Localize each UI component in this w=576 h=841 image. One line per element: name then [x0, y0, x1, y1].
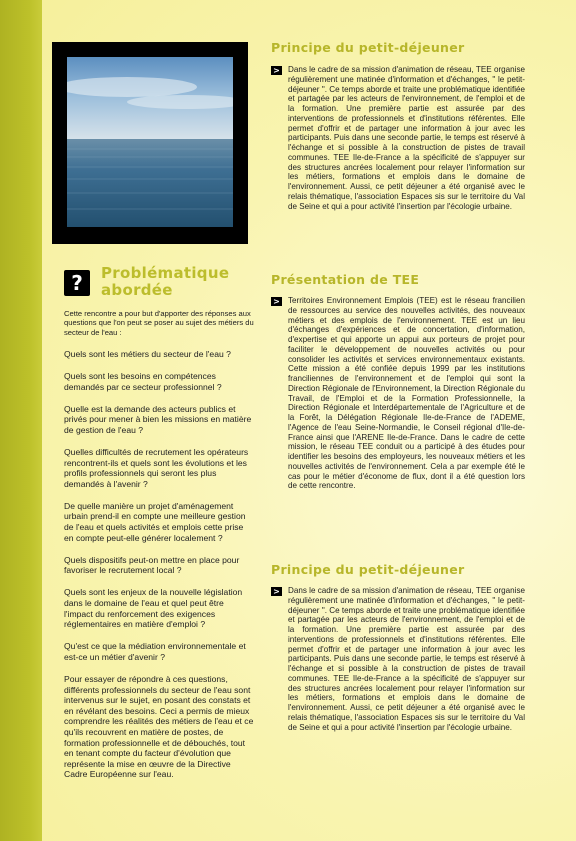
photo-frame [52, 42, 248, 244]
presentation-block [271, 296, 525, 491]
presentation-title: Présentation de TEE [271, 272, 420, 287]
problematique-conclusion: Pour essayer de répondre à ces questions, différents professionnels du secteur de l'eau sont intervenus sur le sujet, en posant des constats et en révélant des besoins. Ceci a permis de mieux comprendre les réalités des métiers de l'eau et ce qu'ils recouvrent en matière de postes, de formation professionnelle et de débouchés, tout en tenant compte du facteur d'évolution que représente la mise en œuvre de la Directive Cadre Européenne sur l'eau. [64, 673, 254, 780]
question-item: Qu'est ce que la médiation environnementale et est-ce un métier d'avenir ? [64, 641, 246, 662]
question-item: Quels sont les enjeux de la nouvelle législation dans le domaine de l'eau et quel peut être l'impact du renforcement des exigences réglementaires en matière d'emploi ? [64, 587, 243, 630]
question-item: Quelle est la demande des acteurs publics et privés pour mener à bien les missions en matière de gestion de l'eau ? [64, 403, 252, 435]
question-item: Quelles difficultés de recrutement les opérateurs rencontrent-ils et quels sont les évolutions et les profils professionnels qui seront les plus demandés à l'avenir ? [64, 446, 249, 489]
principe-text-bottom: Dans le cadre de sa mission d'animation de réseau, TEE organise régulièrement une matinée d'information et d'échanges, " le petit-déjeuner ". Ce temps aborde et traite une problématique identifiée et partagée par les acteurs de l'environnement, de l'emploi et de la formation. Une première partie est assurée par des interventions de professionnels et d'institutions référentes. Elle permet d'offrir et de partager une information à jour avec les participants. Puis dans une seconde partie, le temps est réservé à l'échange et si possible à la construction de pistes de travail communes. TEE Ile-de-France a la spécificité de s'appuyer sur des structures ancrées localement pour relayer l'information sur les métiers, formations et emplois dans le domaine de l'environnement. Aussi, ce petit déjeuner a été organisé avec le relais thématique, l'association Espaces sis sur le territoire du Val de Seine et qui a pour activité l'insertion par l'écologie urbaine. [288, 586, 525, 732]
principe-title-bottom: Principe du petit-déjeuner [271, 562, 465, 577]
side-stripe [0, 0, 42, 841]
question-item: Quels sont les besoins en compétences demandés par ce secteur professionnel ? [64, 370, 222, 392]
arrow-bullet-icon: > [271, 66, 282, 75]
principe-text-top: Dans le cadre de sa mission d'animation de réseau, TEE organise régulièrement une matinée d'information et d'échanges, " le petit-déjeuner ". Ce temps aborde et traite une problématique identifiée et partagée par les acteurs de l'environnement, de l'emploi et de la formation. Une première partie est assurée par des interventions de professionnels et d'institutions référentes. Elle permet d'offrir et de partager une information à jour avec les participants. Puis dans une seconde partie, le temps est réservé à l'échange et si possible à la construction de pistes de travail communes. TEE Ile-de-France a la spécificité de s'appuyer sur des structures ancrées localement pour relayer l'information sur les métiers, formations et emplois dans le domaine de l'environnement. Aussi, ce petit déjeuner a été organisé avec le relais thématique, l'association Espaces sis sur le territoire du Val de Seine et qui a pour activité l'insertion par l'écologie urbaine. [288, 65, 525, 211]
sea-photo [67, 57, 233, 227]
arrow-bullet-icon: > [271, 297, 282, 306]
problematique-body [64, 309, 254, 791]
principe-block-top [271, 65, 525, 211]
arrow-bullet-icon: > [271, 587, 282, 596]
problematique-title: Problématique abordée [101, 264, 230, 299]
presentation-text: Territoires Environnement Emplois (TEE) est le réseau francilien de ressources au service des nouvelles activités, des nouveaux métiers et des emplois de l'environnement. TEE est un lieu d'échanges d'expériences et de concertation, d'information, d'expertise et qui apporte un appui aux porteurs de projet pour faciliter le développement de nouvelles activités ou pour consolider les activités et services environnementaux existants. Cette mission a été confiée depuis 1999 par les institutions franciliennes de l'environnement et de l'emploi qui sont la Direction Régionale de l'Environnement, la Direction Régionale du Travail, de l'Emploi et de la Formation Professionnelle, la Direction Régionale et Interdépartementale de l'Agriculture et de la Forêt, la Délégation Régionale Ile-de-France de l'ADEME, l'Agence de l'eau Seine-Normandie, le Conseil régional d'Ile-de-France ainsi que l'ARENE Ile-de-France. Dans le cadre de cette mission, le réseau TEE conduit ou a participé à des études pour identifier les besoins des employeurs, les nouveaux métiers et les nouvelles activités de l'environnement. Cela a par exemple été le cas pour le métier d'économe de flux, dont il a été question lors de cette rencontre. [288, 296, 525, 491]
question-item: Quels sont les métiers du secteur de l'eau ? [64, 348, 231, 359]
problematique-intro: Cette rencontre a pour but d'apporter des réponses aux questions que l'on peut se poser au sujet des métiers du secteur de l'eau : [64, 309, 254, 337]
question-mark-icon: ? [64, 270, 90, 296]
principe-title-top: Principe du petit-déjeuner [271, 40, 465, 55]
principe-block-bottom [271, 586, 525, 732]
question-item: Quels dispositifs peut-on mettre en place pour favoriser le recrutement local ? [64, 554, 240, 576]
question-item: De quelle manière un projet d'aménagement urbain prend-il en compte une meilleure gestion de l'eau et quels activités et emplois cette prise en compte peut-elle générer localement ? [64, 500, 246, 543]
